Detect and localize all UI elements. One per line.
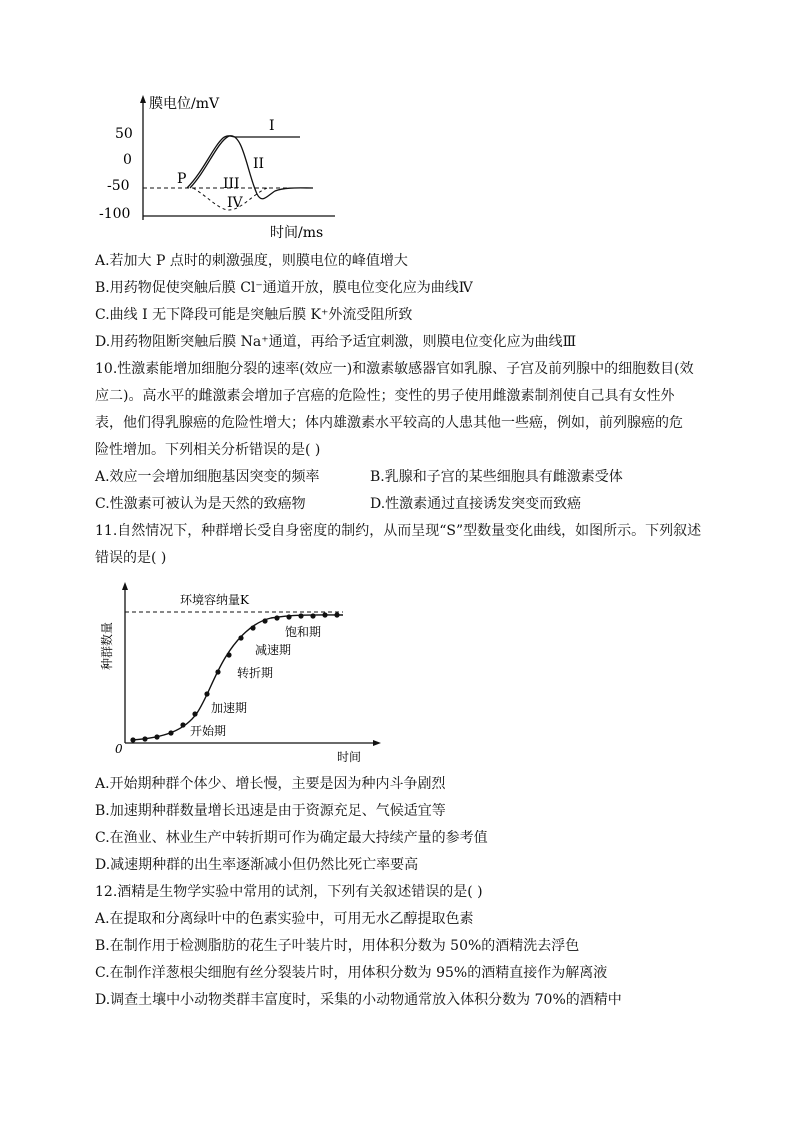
data-point — [142, 736, 147, 741]
data-point — [192, 711, 197, 716]
phase-label-start: 开始期 — [190, 724, 227, 738]
phase-label-turning: 转折期 — [237, 666, 274, 680]
q12-option-c: C.在制作洋葱根尖细胞有丝分裂装片时，用体积分数为 95%的酒精直接作为解离液 — [95, 965, 608, 981]
phase-label-saturation: 饱和期 — [285, 625, 322, 639]
q10-option-c: C.性激素可被认为是天然的致癌物 — [95, 496, 306, 512]
q11-stem-line: 错误的是( ) — [95, 550, 167, 566]
data-point — [180, 722, 185, 727]
curve-label-iii: III — [223, 176, 240, 192]
curve-label-iv: IV — [227, 195, 243, 211]
y-axis-arrow — [140, 95, 146, 103]
k-label: 环境容纳量K — [180, 593, 249, 607]
q11-option-d: D.减速期种群的出生率逐渐减小但仍然比死亡率要高 — [95, 857, 419, 873]
data-point — [286, 614, 291, 619]
phase-label-acceleration: 加速期 — [211, 701, 248, 715]
data-point — [204, 691, 209, 696]
q10-option-b: B.乳腺和子宫的某些细胞具有雌激素受体 — [370, 469, 623, 485]
data-point — [130, 737, 135, 742]
curve-i — [187, 136, 300, 188]
q10-option-a: A.效应一会增加细胞基因突变的频率 — [95, 469, 320, 485]
data-point — [238, 635, 243, 640]
y-axis-label: 膜电位/mV — [149, 96, 220, 112]
q11-option-a: A.开始期种群个体少、增长慢，主要是因为种内斗争剧烈 — [95, 776, 446, 792]
tick-label: 50 — [115, 126, 133, 142]
origin-label: 0 — [115, 742, 123, 756]
q10-stem-line: 表，他们得乳腺癌的危险性增大；体内雄激素水平较高的人患其他一些癌，例如，前列腺癌的危 — [95, 415, 683, 431]
q11-option-c: C.在渔业、林业生产中转折期可作为确定最大持续产量的参考值 — [95, 830, 488, 846]
q11-option-b: B.加速期种群数量增长迅速是由于资源充足、气候适宜等 — [95, 803, 446, 819]
curve-label-i: I — [269, 118, 275, 134]
data-point — [310, 613, 315, 618]
data-point — [168, 730, 173, 735]
x-axis-label: 时间 — [337, 750, 362, 764]
q12-option-b: B.在制作用于检测脂肪的花生子叶装片时，用体积分数为 50%的酒精洗去浮色 — [95, 938, 580, 954]
q10-option-d: D.性激素通过直接诱发突变而致癌 — [370, 496, 582, 512]
data-point — [226, 652, 231, 657]
q9-option-d: D.用药物阻断突触后膜 Na⁺通道，再给予适宜刺激，则膜电位变化应为曲线Ⅲ — [95, 334, 577, 350]
y-axis-label: 种群数量 — [100, 621, 114, 670]
x-axis-label: 时间/ms — [270, 225, 324, 241]
curve-label-ii: II — [253, 156, 265, 172]
q10-stem-line: 应二)。高水平的雌激素会增加子宫癌的危险性；变性的男子使用雌激素制剂使自己具有女性外 — [95, 388, 675, 404]
tick-label: 0 — [123, 152, 132, 168]
data-point — [298, 613, 303, 618]
data-point — [250, 625, 255, 630]
phase-label-deceleration: 减速期 — [255, 643, 292, 657]
s-curve-figure — [95, 578, 385, 768]
q10-stem-line: 险性增加。下列相关分析错误的是( ) — [95, 442, 321, 458]
data-point — [215, 669, 220, 674]
curve-ii — [190, 136, 313, 199]
y-axis-arrow — [122, 582, 128, 590]
data-point — [154, 734, 159, 739]
tick-label: -50 — [107, 178, 130, 194]
q9-option-b: B.用药物促使突触后膜 Cl⁻通道开放，膜电位变化应为曲线Ⅳ — [95, 280, 473, 296]
q11-stem-line: 11.自然情况下，种群增长受自身密度的制约，从而呈现“S”型数量变化曲线，如图所示。下列叙述 — [95, 523, 702, 539]
data-point — [322, 612, 327, 617]
q12-option-a: A.在提取和分离绿叶中的色素实验中，可用无水乙醇提取色素 — [95, 911, 474, 927]
q12-stem: 12.酒精是生物学实验中常用的试剂，下列有关叙述错误的是( ) — [95, 884, 483, 900]
q12-option-d: D.调查土壤中小动物类群丰富度时，采集的小动物通常放入体积分数为 70%的酒精中 — [95, 992, 622, 1008]
membrane-potential-figure — [95, 92, 355, 242]
data-point — [334, 612, 339, 617]
x-axis-arrow — [373, 740, 381, 746]
data-point — [274, 615, 279, 620]
tick-label: -100 — [99, 206, 131, 222]
q9-option-a: A.若加大 P 点时的刺激强度，则膜电位的峰值增大 — [95, 253, 408, 269]
data-point — [262, 618, 267, 623]
q10-stem-line: 10.性激素能增加细胞分裂的速率(效应一)和激素敏感器官如乳腺、子宫及前列腺中的细胞数目(效 — [95, 361, 694, 377]
point-p-label: P — [177, 171, 187, 187]
q9-option-c: C.曲线 I 无下降段可能是突触后膜 K⁺外流受阻所致 — [95, 307, 413, 323]
